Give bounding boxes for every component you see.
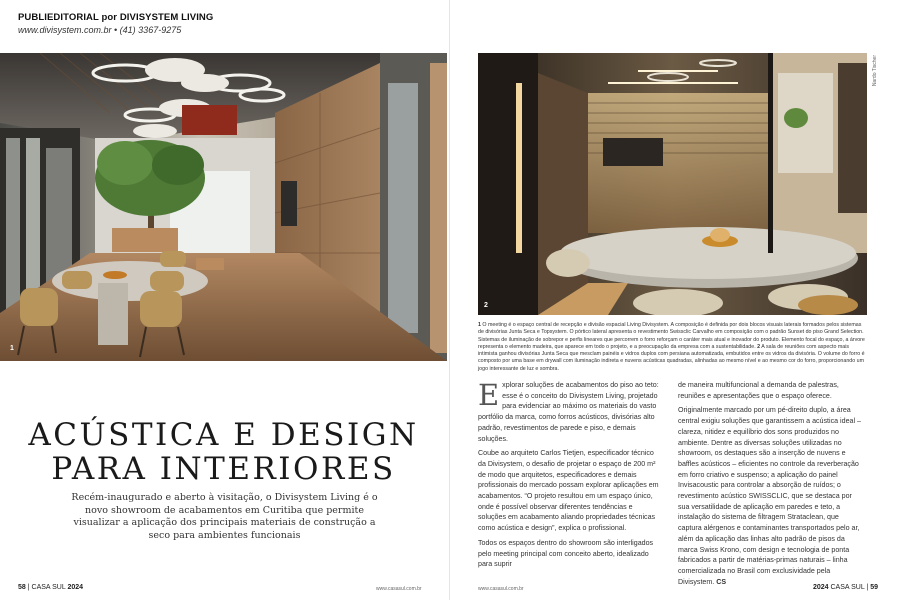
caption-number-2: 2 xyxy=(757,343,761,350)
header-separator: • xyxy=(111,25,120,35)
article-paragraph-5 xyxy=(678,405,863,587)
article-signature: CS xyxy=(716,577,727,586)
footer-right xyxy=(806,584,878,591)
photo2-number: 2 xyxy=(484,302,488,309)
publieditorial-bold: PUBLIEDITORIAL xyxy=(18,12,99,23)
article-deck: Recém-inaugurado e aberto à visitação, o Divisystem Living é o novo showroom de acabamentos em Curitiba que permite visualizar a aplicação dos principais materiais de construção a seco para ambientes funcionais xyxy=(71,492,378,541)
photo-credit: Nardo Tischer xyxy=(872,55,878,87)
issue-year-right: 2024 xyxy=(812,584,829,591)
publieditorial-brand: por DIVISYSTEM LIVING xyxy=(98,12,214,23)
header-contact xyxy=(18,25,181,35)
footer-left xyxy=(18,584,83,591)
footer-url-left: www.casasul.com.br xyxy=(376,586,422,592)
headline-line-1: ACÚSTICA E DESIGN xyxy=(28,417,419,453)
page-number-right: 59 xyxy=(870,584,878,591)
footer-url-right: www.casasul.com.br xyxy=(478,586,524,592)
caption-number-1: 1 xyxy=(478,322,481,328)
photo-caption xyxy=(478,322,868,373)
issue-year-left: 2024 xyxy=(67,584,84,591)
page-gutter xyxy=(449,0,450,600)
article-column-1 xyxy=(478,380,661,574)
footer-divider-left: | xyxy=(25,584,32,591)
article-paragraph-3: Todos os espaços dentro do showroom são interligados pelo meeting principal com conceito aberto, idealizado para suprir xyxy=(478,538,654,569)
article-headline xyxy=(0,418,447,486)
caption-text-1: O meeting é o espaço central de recepção e divisão espacial Living Divisystem. A composição é definida por dois blocos visuais laterais formados pelos sistemas de divisórias Junta Seca e Topsystem. O pórtico lateral apresenta o revestimento Swissclic Carvalho em composição com o padrão Sunset do piso Grand Selection. Sistemas de iluminação de sobrepor e perfis lineares que percorrem o forro reforçam o caráter mais atual e inovador do produto. Elemento focal do espaço, a árvore representa o elemento madeira, que aparece em todo o projeto, e a preocupação da empresa com a sustentabilidade. xyxy=(478,322,865,350)
footer-divider-right: | xyxy=(864,584,871,591)
drop-cap: E xyxy=(478,378,500,412)
article-paragraph-1 xyxy=(478,380,661,444)
article-paragraph-2: Coube ao arquiteto Carlos Tietjen, especificador técnico da Divisystem, o desafio de projetar o espaço de 200 m² de modo que arquitetos, especificadores e demais profissionais do mercado possam explorar aplicações em acabamentos. “O projeto resultou em um espaço único, onde é possível observar diferentes tendências e soluções em acabamento aliando propriedades técnicas como acústica e design”, explica o profissional. xyxy=(478,449,659,533)
header-phone: (41) 3367-9275 xyxy=(119,25,182,35)
magazine-name-right: CASA SUL xyxy=(830,584,865,591)
caption-text-2: A sala de reuniões com aspecto mais intimista ganhou divisórias Junta Seca que mesclam painéis e vidros duplos com persiana automatizada, embutidos entre os vidros da divisória. O volume do forro é composto por uma base em drywall com iluminação indireta e nuvens acústicas quadradas, alinhadas ao mesmo nível e ao mesmo cor do forro, proporcionando um jogo interessante de luz e sombra. xyxy=(478,343,865,372)
headline-line-2: PARA INTERIORES xyxy=(51,451,396,487)
header-website: www.divisystem.com.br xyxy=(18,25,112,35)
photo-meeting-room xyxy=(478,53,867,315)
page-number-left: 58 xyxy=(18,584,26,591)
article-paragraph-1-text: xplorar soluções de acabamentos do piso ao teto: esse é o conceito do Divisystem Living, projetado para evidenciar ao máximo os materiais do vasto portfólio da marca, como forros acústicos, divisórias alto padrão, revestimentos de parede e piso, e demais soluções. xyxy=(478,381,659,443)
photo1-number: 1 xyxy=(10,345,14,352)
article-paragraph-5-text: Originalmente marcado por um pé-direito duplo, a área central exigiu soluções que garantissem a acústica ideal – clareza, nitidez e equilíbrio dos sons produzidos no ambiente. Dentre as diversas soluções utilizadas no showroom, os destaques são a inserção de nuvens e baffles acústicos – eficientes no controle da reverberação em forro criativo e suspenso; a aplicação do painel Invisacoustic para controlar a absorção de ruídos; o revestimento acústico SWISSCLIC, que se destaca por sua versatilidade de aplicação em paredes e teto, a instalação do sistema de filtragem Strataclean, que captura alérgenos e contaminantes transportados pelo ar, além da aplicação das linhas alto padrão de pisos da marca Swiss Krono, com design e tecnologia de ponta fabricados a partir de matérias-primas naturais – linha comercializada no Brasil com exclusividade pela Divisystem. xyxy=(678,406,861,586)
article-paragraph-4: de maneira multifuncional a demanda de palestras, reuniões e apresentações que o espaço oferece. xyxy=(678,381,839,400)
magazine-name-left: CASA SUL xyxy=(31,584,66,591)
article-column-2 xyxy=(678,380,863,591)
photo-reception-meeting xyxy=(0,53,447,361)
publieditorial-label xyxy=(18,12,213,23)
